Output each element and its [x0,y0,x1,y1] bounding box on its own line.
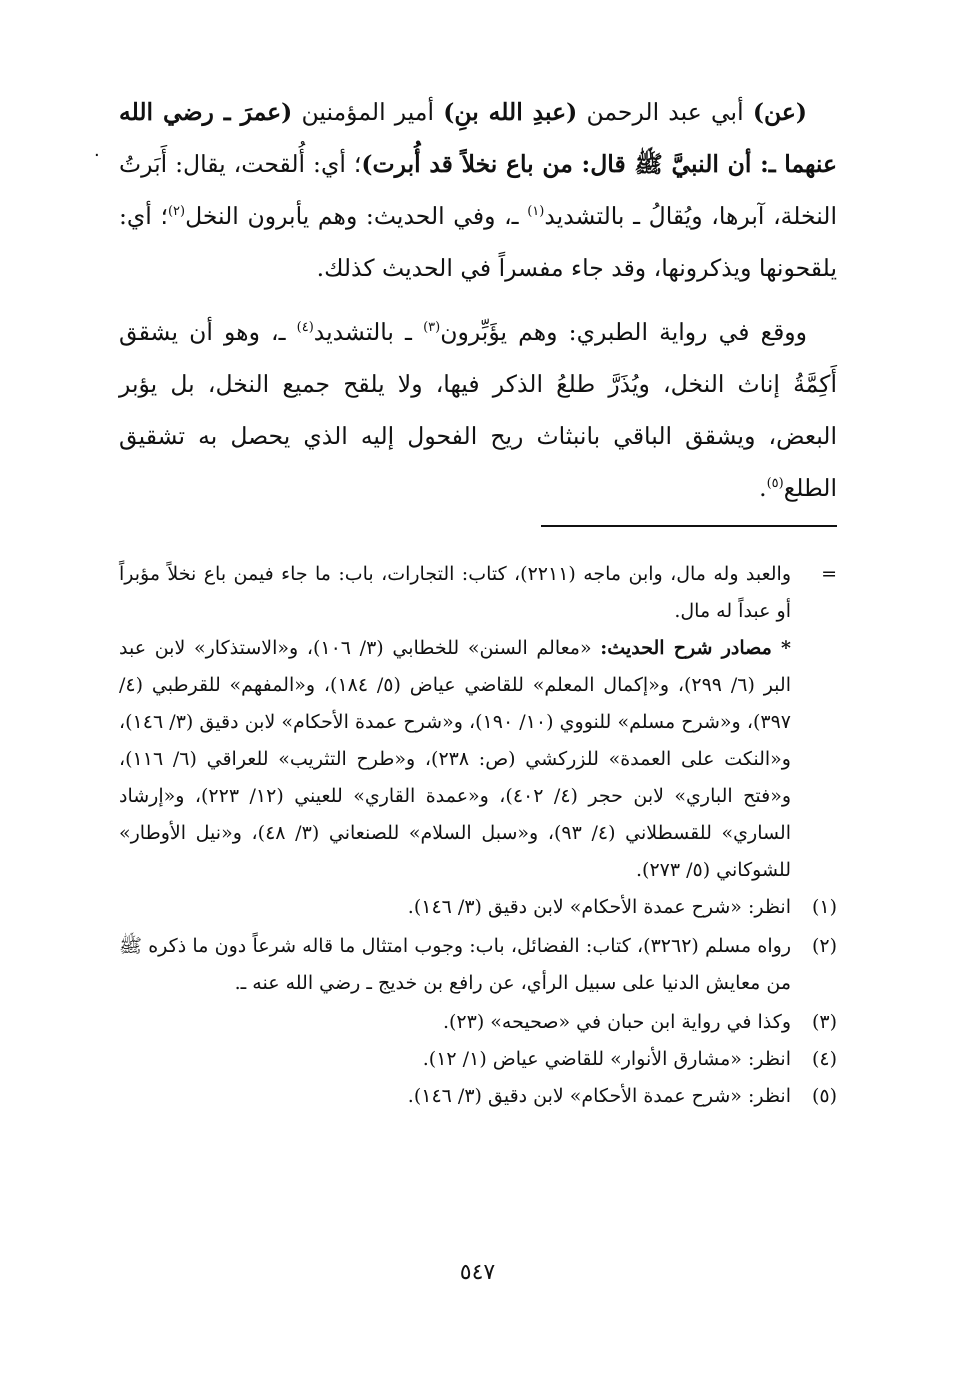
footnote-number: (٣) [811,1011,837,1033]
paragraph-1 [119,86,837,294]
sources-heading: * مصادر شرح الحديث: [600,637,791,659]
footnote-number: (٤) [811,1048,837,1070]
footnote-2 [119,928,837,1002]
hadith-text: (عن) [752,98,807,126]
body-text: . [759,474,767,502]
body-text: أبي عبد الرحمن [577,98,753,126]
footnote-text: رواه مسلم (٣٢٦٢)، كتاب: الفضائل، باب: وجوب امتثال ما قاله شرعاً دون ما ذكره ﷺ من معايش الدنيا على سبيل الرأي، عن رافع بن خديج ـ رضي الله عنه ـ. [119,935,792,994]
footnote-number: (١) [811,896,837,918]
footnote-ref-2[interactable]: (٢) [167,204,186,220]
page-number: ٥٤٧ [459,1260,496,1285]
body-text: ؛ أي: يلقحونها ويذكرونها، وقد جاء مفسراً في الحديث كذلك. [119,202,837,282]
body-text: ووقع في رواية الطبري: وهم يؤَبِّرون [440,318,808,346]
paragraph-2 [119,306,837,514]
margin-mark: ٠ [92,144,102,165]
footnotes [119,556,837,1115]
body-text: ـ، وفي الحديث: وهم يأبرون النخل [185,202,528,230]
footnote-number: (٥) [811,1085,837,1107]
body-text: أمير المؤمنين [292,98,444,126]
body-text: ـ، وهو أن يشقق أَكِمَّةُ إناث النخل، ويُذَرَّ طلعُ الذكر فيها، ولا يلقح جميع النخل، بل يؤبر البعض، ويشقق الباقي بانبثاث ريح الفحول إليه الذي يحصل به تشقيق الطلع [119,318,837,502]
footnote-ref-5[interactable]: (٥) [766,476,784,492]
sources-note [119,630,837,889]
footnote-text: والعبد وله مال، وابن ماجه (٢٢١١)، كتاب: التجارات، باب: ما جاء فيمن باع نخلاً مؤبراً أو عبداً له مال. [119,563,791,622]
footnote-4 [119,1041,837,1078]
footnote-ref-1[interactable]: (١) [527,204,545,220]
footnote-ref-4[interactable]: (٤) [296,320,314,336]
footnote-ref-3[interactable]: (٣) [423,320,441,336]
footnote-text: وكذا في رواية ابن حبان في «صحيحه» (٢٣). [442,1011,791,1033]
hadith-text: (عبدِ الله بنِ) [443,98,578,126]
hadith-text: (عمرَ ـ رضي الله عنهما ـ: أن النبيَّ ﷺ قال: من باع نخلاً قد أُبرت) [119,98,838,178]
main-text [119,86,837,514]
footnote-continuation [119,556,837,630]
footnote-number: (٢) [811,935,837,957]
footnote-3 [119,1004,837,1041]
footnote-1 [119,889,837,926]
body-text: ؛ أي: أُلقحت، يقال: أَبَرتُ النخلة، آبرها، ويُقالُ ـ بالتشديد [119,150,837,230]
footnote-text: انظر: «شرح عمدة الأحكام» لابن دقيق (٣/ ١٤٦). [407,896,791,918]
sources-text: «معالم السنن» للخطابي (٣/ ١٠٦)، و«الاستذكار» لابن عبد البر (٦/ ٢٩٩)، و«إكمال المعلم» للقاضي عياض (٥/ ١٨٤)، و«المفهم» للقرطبي (٤/ ٣٩٧)، و«شرح مسلم» للنووي (١٠/ ١٩٠)، و«شرح عمدة الأحكام» لابن دقيق (٣/ ١٤٦)، و«النكت على العمدة» للزركشي (ص: ٢٣٨)، و«طرح التثريب» للعراقي (٦/ ١١٦)، و«فتح الباري» لابن حجر (٤/ ٤٠٢)، و«عمدة القاري» للعيني (١٢/ ٢٢٣)، و«إرشاد الساري» للقسطلاني (٤/ ٩٣)، و«سبل السلام» للصنعاني (٣/ ٤٨)، و«نيل الأوطار» للشوكاني (٥/ ٢٧٣). [119,637,792,881]
footnote-text: انظر: «شرح عمدة الأحكام» لابن دقيق (٣/ ١٤٦). [407,1085,791,1107]
continuation-mark: = [821,563,837,585]
footnote-5 [119,1078,837,1115]
footnote-divider [541,525,837,527]
body-text: ـ بالتشديد [313,318,424,346]
footnote-text: انظر: «مشارق الأنوار» للقاضي عياض (١/ ١٢). [422,1048,791,1070]
